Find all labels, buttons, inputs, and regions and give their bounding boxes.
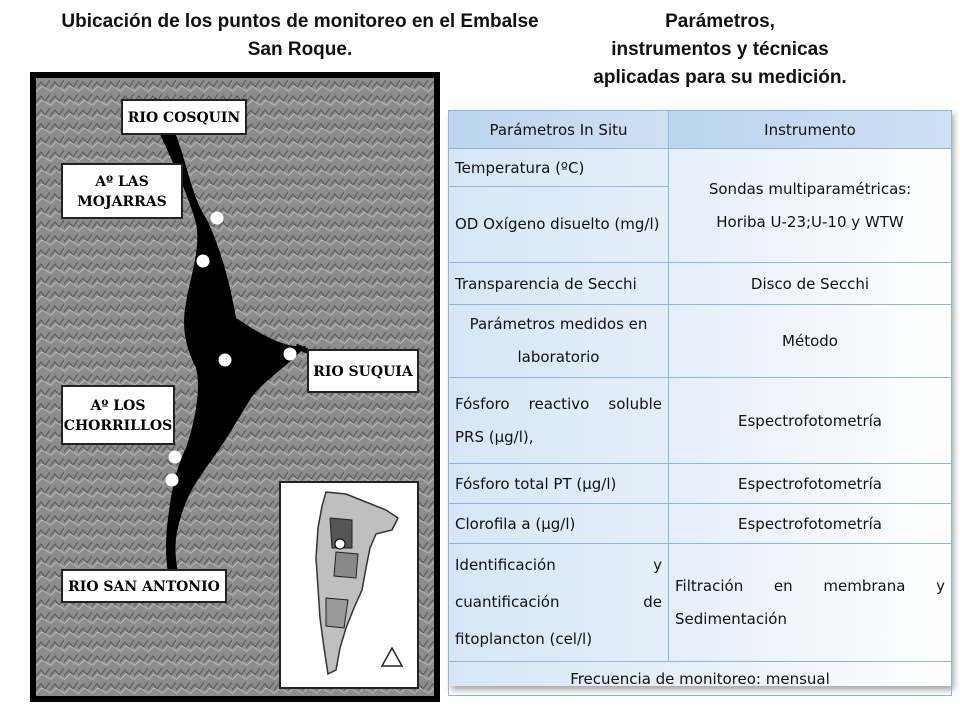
- table-row: [449, 378, 952, 464]
- table-row: [449, 464, 952, 504]
- cell-fitoplancton: Identificación y cuantificación de fitoplancton (cel/l): [449, 544, 669, 662]
- monitoring-point: [219, 354, 232, 367]
- reservoir-map: [30, 72, 440, 702]
- monitoring-point: [284, 348, 297, 361]
- map-title: [20, 8, 580, 64]
- monitoring-point: [166, 474, 179, 487]
- cell-sondas: [669, 149, 952, 263]
- monitoring-point: [197, 255, 210, 268]
- cell-pt-method: Espectrofotometría: [669, 464, 952, 504]
- reservoir-map-image: [36, 78, 434, 696]
- cell-prs: Fósforo reactivo soluble PRS (µg/l),: [449, 378, 669, 464]
- cell-disco-secchi: Disco de Secchi: [669, 263, 952, 305]
- label-los-chorrillos-line-1: Aº LOS: [90, 398, 146, 414]
- table-title-line-1: Parámetros,: [665, 11, 775, 32]
- header-parametros-laboratorio: Parámetros medidos en laboratorio: [449, 305, 669, 378]
- table-row: [449, 544, 952, 662]
- table-row: [449, 504, 952, 544]
- parameters-table-container: [448, 110, 951, 686]
- table-row: [449, 263, 952, 305]
- sondas-line-2: Horiba U-23;U-10 y WTW: [716, 212, 904, 231]
- argentina-inset-map: [280, 482, 418, 688]
- table-footer-row: [449, 662, 952, 696]
- label-rio-san-antonio: [62, 570, 226, 602]
- header-metodo: Método: [669, 305, 952, 378]
- header-parametros-in-situ: Parámetros In Situ: [449, 111, 669, 149]
- table-row: [449, 149, 952, 187]
- table-title-line-2: instrumentos y técnicas: [611, 39, 829, 60]
- table-title-line-3: aplicadas para su medición.: [593, 67, 847, 88]
- label-rio-cosquin: [122, 100, 246, 134]
- table-title: [530, 8, 910, 92]
- label-los-chorrillos-line-2: CHORRILLOS: [63, 418, 173, 434]
- cell-fitoplancton-method: Filtración en membrana y Sedimentación: [669, 544, 952, 662]
- label-rio-cosquin-text: RIO COSQUIN: [127, 110, 241, 126]
- map-title-line-1: Ubicación de los puntos de monitoreo en el Embalse: [61, 11, 539, 32]
- sondas-line-1: Sondas multiparamétricas:: [708, 179, 912, 198]
- cell-clorofila: Clorofila a (µg/l): [449, 504, 669, 544]
- cell-temperatura: Temperatura (ºC): [449, 149, 669, 187]
- monitoring-point: [169, 451, 182, 464]
- cell-frecuencia: Frecuencia de monitoreo: mensual: [449, 662, 952, 696]
- label-rio-suquia-text: RIO SUQUIA: [313, 364, 413, 380]
- cell-pt: Fósforo total PT (µg/l): [449, 464, 669, 504]
- cell-transparencia: Transparencia de Secchi: [449, 263, 669, 305]
- cell-prs-method: Espectrofotometría: [669, 378, 952, 464]
- map-title-line-2: San Roque.: [247, 39, 353, 60]
- label-las-mojarras-line-1: Aº LAS: [95, 174, 149, 190]
- label-las-mojarras: [62, 164, 182, 218]
- cell-clorofila-method: Espectrofotometría: [669, 504, 952, 544]
- parameters-table: [448, 110, 952, 696]
- label-los-chorrillos: [62, 386, 174, 444]
- monitoring-point: [211, 212, 224, 225]
- label-rio-san-antonio-text: RIO SAN ANTONIO: [68, 579, 220, 595]
- header-instrumento: Instrumento: [669, 111, 952, 149]
- label-rio-suquia: [308, 350, 418, 392]
- table-subheader-row: [449, 305, 952, 378]
- label-las-mojarras-line-2: MOJARRAS: [77, 194, 167, 210]
- table-header-row: [449, 111, 952, 149]
- cell-od: OD Oxígeno disuelto (mg/l): [449, 187, 669, 263]
